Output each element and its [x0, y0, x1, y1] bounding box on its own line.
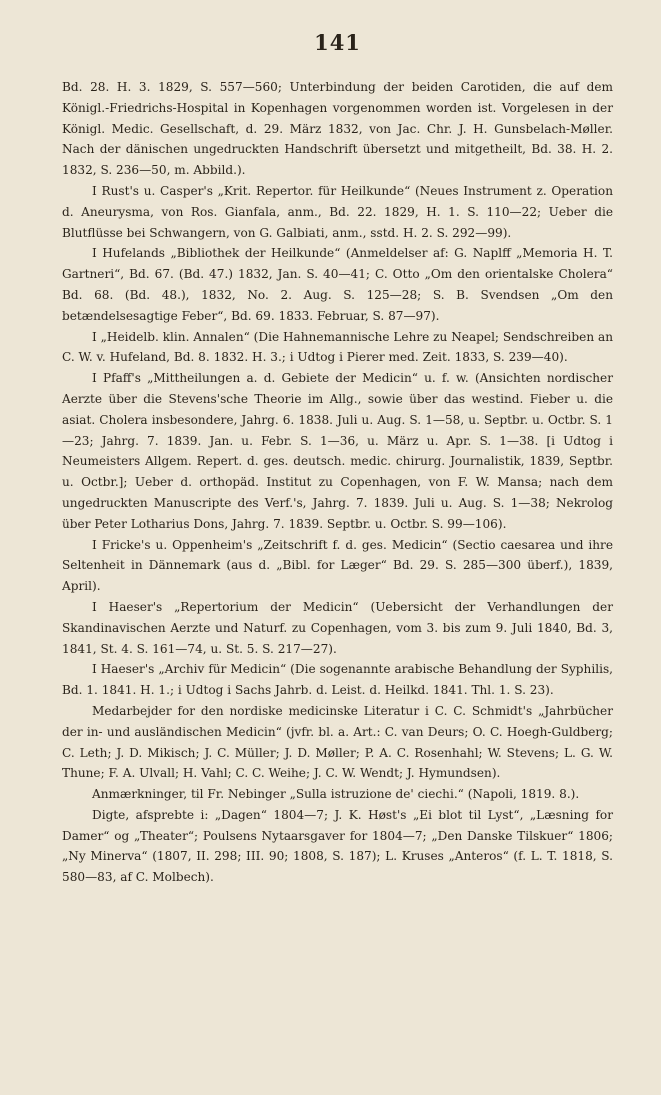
- page-number: 141: [314, 30, 361, 55]
- bibliography-entry: I Fricke's u. Oppenheim's „Zeitschrift f. d. ges. Medicin“ (Sectio caesarea und ihre Seltenheit in Dännemark (aus d. „Bibl. for Læger“ Bd. 29. S. 285—300 überf.), 1839, April).: [62, 537, 613, 594]
- bibliography-entry: I Haeser's „Repertorium der Medicin“ (Uebersicht der Verhandlungen der Skandinavischen Aerzte und Naturf. zu Copenhagen, vom 3. bis zum 9. Juli 1840, Bd. 3, 1841, St. 4. S. 161—74, u. St. 5. S. 217—27).: [62, 599, 613, 656]
- bibliography-entry: I Rust's u. Casper's „Krit. Repertor. für Heilkunde“ (Neues Instrument z. Operation d. Aneurysma, von Ros. Gianfala, anm., Bd. 22. 1829, H. 1. S. 110—22; Ueber die Blutflüsse bei Schwangern, von G. Galbiati, anm., sstd. H. 2. S. 292—99).: [62, 183, 613, 240]
- bibliography-entry: I Hufelands „Bibliothek der Heilkunde“ (Anmeldelser af: G. Naplff „Memoria H. T. Gartneri“, Bd. 67. (Bd. 47.) 1832, Jan. S. 40—41; C. Otto „Om den orientalske Cholera“ Bd. 68. (Bd. 48.), 1832, No. 2. Aug. S. 125—28; S. B. Svendsen „Om den betændelsesagtige Feber“, Bd. 69. 1833. Februar, S. 87—97).: [62, 246, 613, 323]
- bibliography-entry: Anmærkninger, til Fr. Nebinger „Sulla istruzione de' ciechi.“ (Napoli, 1819. 8.).: [92, 787, 580, 802]
- bibliography-entry: Digte, afsprebte i: „Dagen“ 1804—7; J. K. Høst's „Ei blot til Lyst“, „Læsning for Damer“ og „Theater“; Poulsens Nytaarsgaver for 1804—7; „Den Danske Tilskuer“ 1806; „Ny Minerva“ (1807, II. 298; III. 90; 1808, S. 187); L. Kruses „Anteros“ (f. L. T. 1818, S. 580—83, af C. Molbech).: [62, 807, 613, 885]
- bibliography-entry: Bd. 28. H. 3. 1829, S. 557—560; Unterbindung der beiden Carotiden, die auf dem Königl.-Friedrichs-Hospital in Kopenhagen vorgenommen worden ist. Vorgelesen in der Königl. Medic. Gesellschaft, d. 29. März 1832, von Jac. Chr. J. H. Gunsbelach-Møller. Nach der dänischen ungedruckten Handschrift übersetzt und mitgetheilt, Bd. 38. H. 2. 1832, S. 236—50, m. Abbild.).: [62, 80, 613, 178]
- entries-body: [62, 77, 613, 888]
- bibliography-entry: Medarbejder for den nordiske medicinske Literatur i C. C. Schmidt's „Jahrbücher der in- und ausländischen Medicin“ (jvfr. bl. a. Art.: C. van Deurs; O. C. Hoegh-Guldberg; C. Leth; J. D. Mikisch; J. C. Müller; J. D. Møller; P. A. C. Rosenhahl; W. Stevens; L. G. W. Thune; F. A. Ulvall; H. Vahl; C. C. Weihe; J. C. W. Wendt; J. Hymundsen).: [62, 703, 613, 781]
- bibliography-entry: I Pfaff's „Mittheilungen a. d. Gebiete der Medicin“ u. f. w. (Ansichten nordischer Aerzte über die Stevens'sche Theorie im Allg., sowie über das westind. Fieber u. die asiat. Cholera insbesondere, Jahrg. 6. 1838. Juli u. Aug. S. 1—58, u. Septbr. u. Octbr. S. 1—23; Jahrg. 7. 1839. Jan. u. Febr. S. 1—36, u. März u. Apr. S. 1—38. [i Udtog i Neumeisters Allgem. Repert. d. ges. deutsch. medic. chirurg. Journalistik, 1839, Septbr. u. Octbr.]; Ueber d. orthopäd. Institut zu Copenhagen, von F. W. Mansa; nach dem ungedruckten Manuscripte des Verf.'s, Jahrg. 7. 1839. Juli u. Aug. S. 1—38; Nekrolog über Peter Lotharius Dons, Jahrg. 7. 1839. Septbr. u. Octbr. S. 99—106).: [62, 371, 613, 531]
- bibliography-entry: I „Heidelb. klin. Annalen“ (Die Hahnemannische Lehre zu Neapel; Sendschreiben an C. W. v. Hufeland, Bd. 8. 1832. H. 3.; i Udtog i Pierer med. Zeit. 1833, S. 239—40).: [62, 329, 613, 365]
- bibliography-entry: I Haeser's „Archiv für Medicin“ (Die sogenannte arabische Behandlung der Syphilis, Bd. 1. 1841. H. 1.; i Udtog i Sachs Jahrb. d. Leist. d. Heilkd. 1841. Thl. 1. S. 23).: [62, 662, 613, 698]
